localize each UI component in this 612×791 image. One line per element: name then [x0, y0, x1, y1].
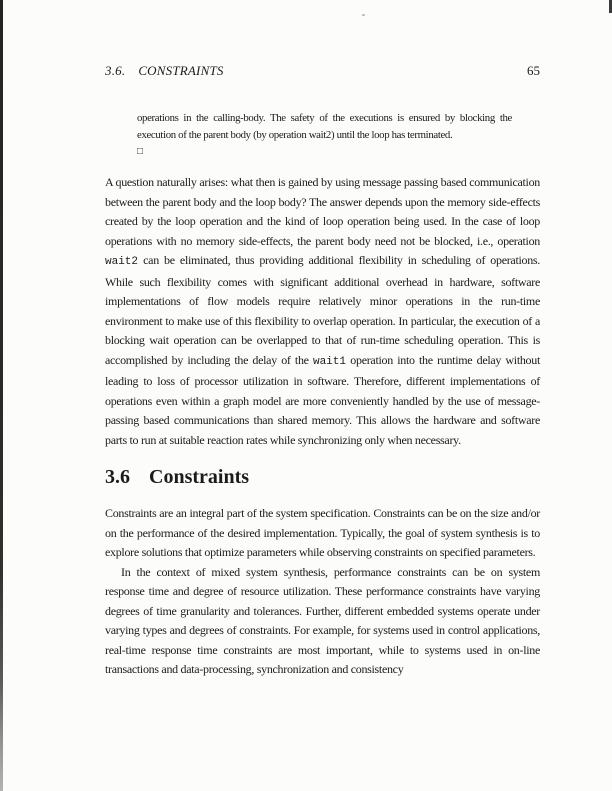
- paragraph-text-run: can be eliminated, thus providing additional flexibility in scheduling of operations. While such flexibility comes with significant additional overhead in hardware, software implementations of flow models require relatively minor operations in the run-time environment to make use of this flexibility to overlap operation. In particular, the execution of a blocking wait operation can be overlapped to that of run-time scheduling operation. This is accomplished by including the delay of the: [105, 253, 540, 367]
- running-header-section-title: CONSTRAINTS: [138, 63, 224, 78]
- running-header-section: [105, 63, 224, 78]
- paragraph-constraints-intro: Constraints are an integral part of the system specification. Constraints can be on the size and/or on the performance of the desired implementation. Typically, the goal of system synthesis is to explore solutions that optimize parameters while observing constraints on specified parameters.: [105, 506, 540, 559]
- running-header: [105, 63, 540, 78]
- section-heading-title: Constraints: [149, 466, 250, 488]
- paragraph-mixed-synthesis: In the context of mixed system synthesis, performance constraints can be on system response time and degree of resource utilization. These performance constraints have varying degrees of time granularity and tolerances. Further, different embedded systems operate under varying types and degrees of constraints. For example, for systems used in control applications, real-time response time constraints are most important, while to systems used in on-line transactions and data-processing, synchronization and consistency: [105, 564, 540, 676]
- scan-artifact-left-edge: [0, 0, 3, 791]
- end-of-example-marker: □: [137, 146, 144, 157]
- example-text: operations in the calling-body. The safety of the executions is ensured by blocking the execution of the parent body (by operation wait2) until the loop has terminated.: [137, 112, 512, 141]
- paragraph-message-passing: [105, 173, 540, 450]
- example-block: [137, 110, 512, 159]
- page-number: 65: [527, 63, 540, 78]
- inline-code-wait1: wait1: [312, 355, 346, 368]
- inline-code-wait2: wait2: [105, 256, 139, 268]
- paragraph-text-run: operation into the runtime delay without leading to loss of processor utilization in software. Therefore, different implementations of operations even within a graph model are more conveniently handled by the use of message-passing based communications than shared memory. This allows the hardware and software parts to run at suitable reaction rates while synchronizing only when necessary.: [105, 352, 540, 447]
- section-heading-number: 3.6: [105, 466, 130, 488]
- paragraph-text-run: A question naturally arises: what then is gained by using message passing based communication between the parent body and the loop body? The answer depends upon the memory side-effects created by the loop operation and the kind of loop operation being used. In the case of loop operations with no memory side-effects, the parent body need not be blocked, i.e., operation: [105, 175, 540, 248]
- section-heading: [105, 465, 540, 489]
- scan-artifact-speck: [362, 14, 365, 16]
- text-column: [105, 63, 540, 680]
- running-header-section-number: 3.6.: [105, 63, 126, 78]
